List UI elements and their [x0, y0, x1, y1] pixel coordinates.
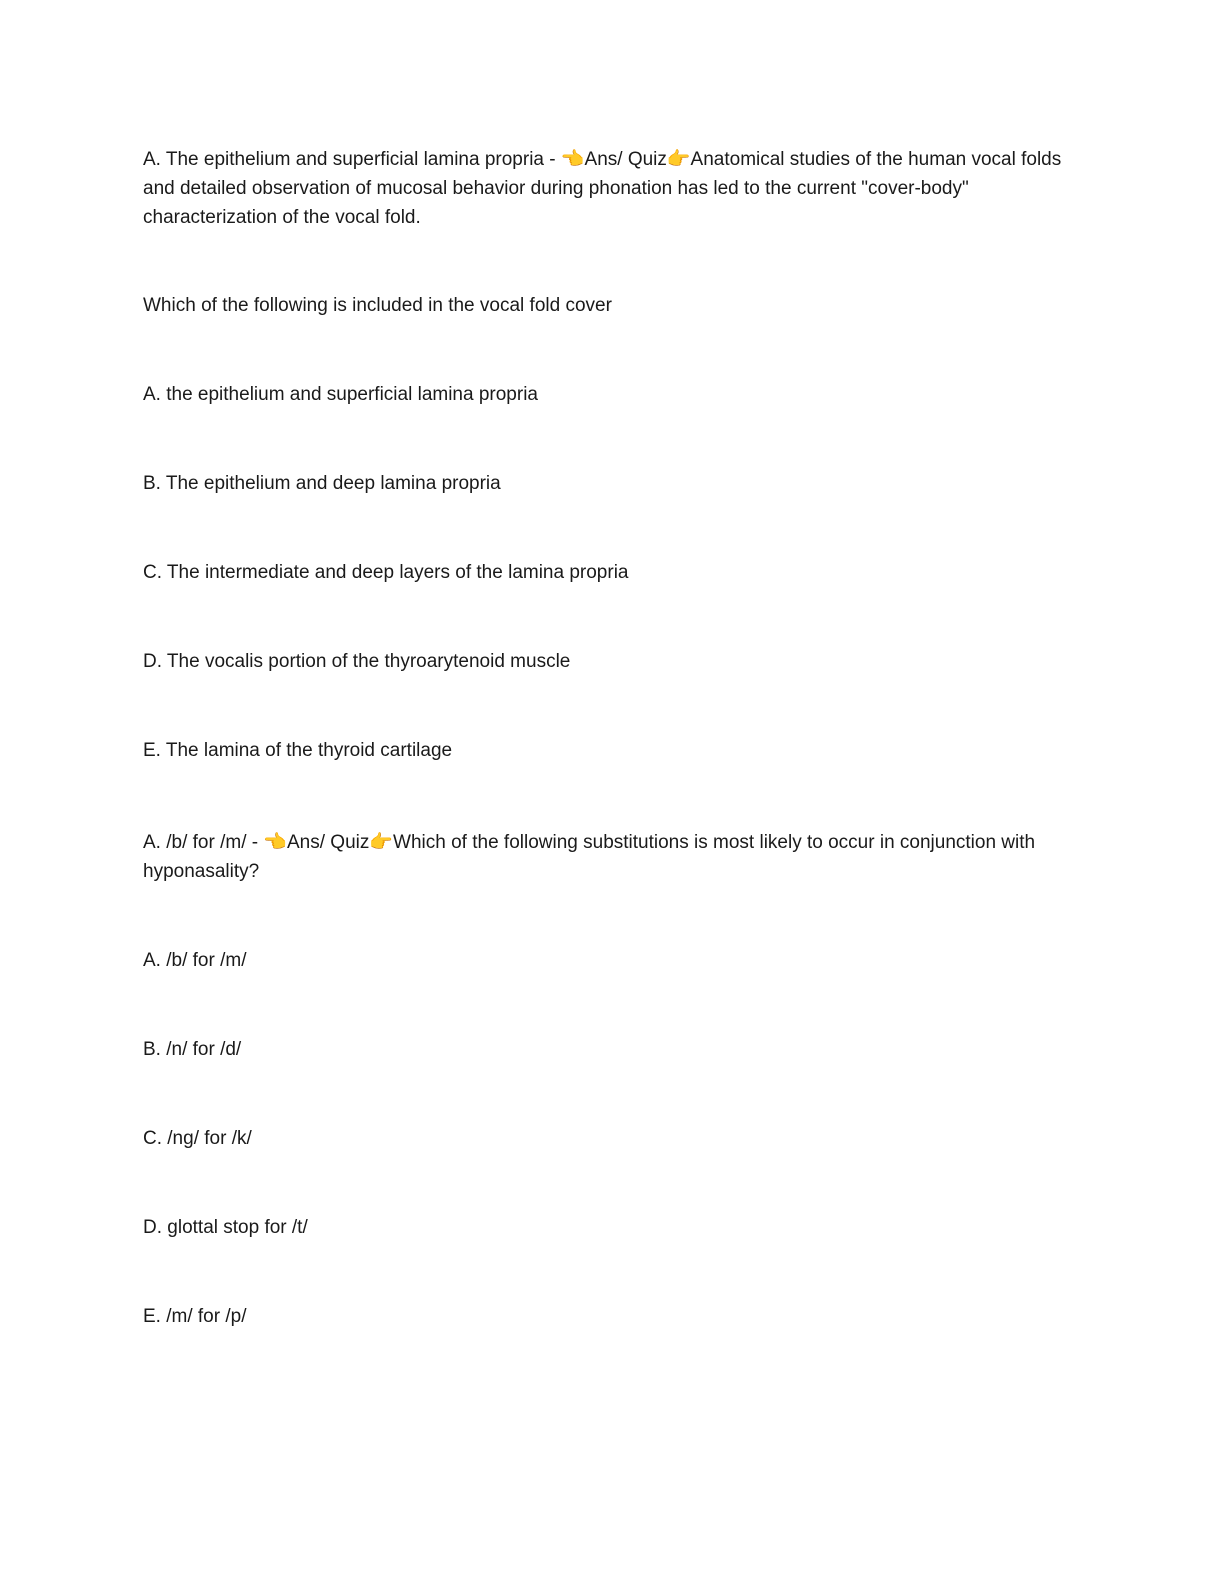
option-b-epithelium-deep: B. The epithelium and deep lamina propria	[143, 473, 501, 494]
option-d-glottal-stop: D. glottal stop for /t/	[143, 1217, 308, 1238]
option-b-n-for-d: B. /n/ for /d/	[143, 1039, 242, 1060]
option-a-epithelium-superficial: A. the epithelium and superficial lamina propria	[143, 384, 538, 405]
option-c-intermediate-deep: C. The intermediate and deep layers of the lamina propria	[143, 562, 629, 583]
option-d-vocalis: D. The vocalis portion of the thyroarytenoid muscle	[143, 651, 571, 672]
option-a-b-for-m: A. /b/ for /m/	[143, 950, 247, 971]
option-e-thyroid-lamina: E. The lamina of the thyroid cartilage	[143, 740, 453, 761]
option-c-ng-for-k: C. /ng/ for /k/	[143, 1128, 252, 1149]
option-e-m-for-p: E. /m/ for /p/	[143, 1306, 247, 1327]
question-vocal-fold-cover: Which of the following is included in the vocal fold cover	[143, 295, 612, 316]
answer-paragraph-hyponasality: A. /b/ for /m/ - 👈Ans/ Quiz👉Which of the following substitutions is most likely to occur in conjunction with hyponasality?	[143, 832, 1036, 882]
answer-paragraph-vocal-fold: A. The epithelium and superficial lamina propria - 👈Ans/ Quiz👉Anatomical studies of the human vocal folds and detailed observation of mucosal behavior during phonation has led to the current "cover-body" characterization of the vocal fold.	[143, 149, 1062, 228]
